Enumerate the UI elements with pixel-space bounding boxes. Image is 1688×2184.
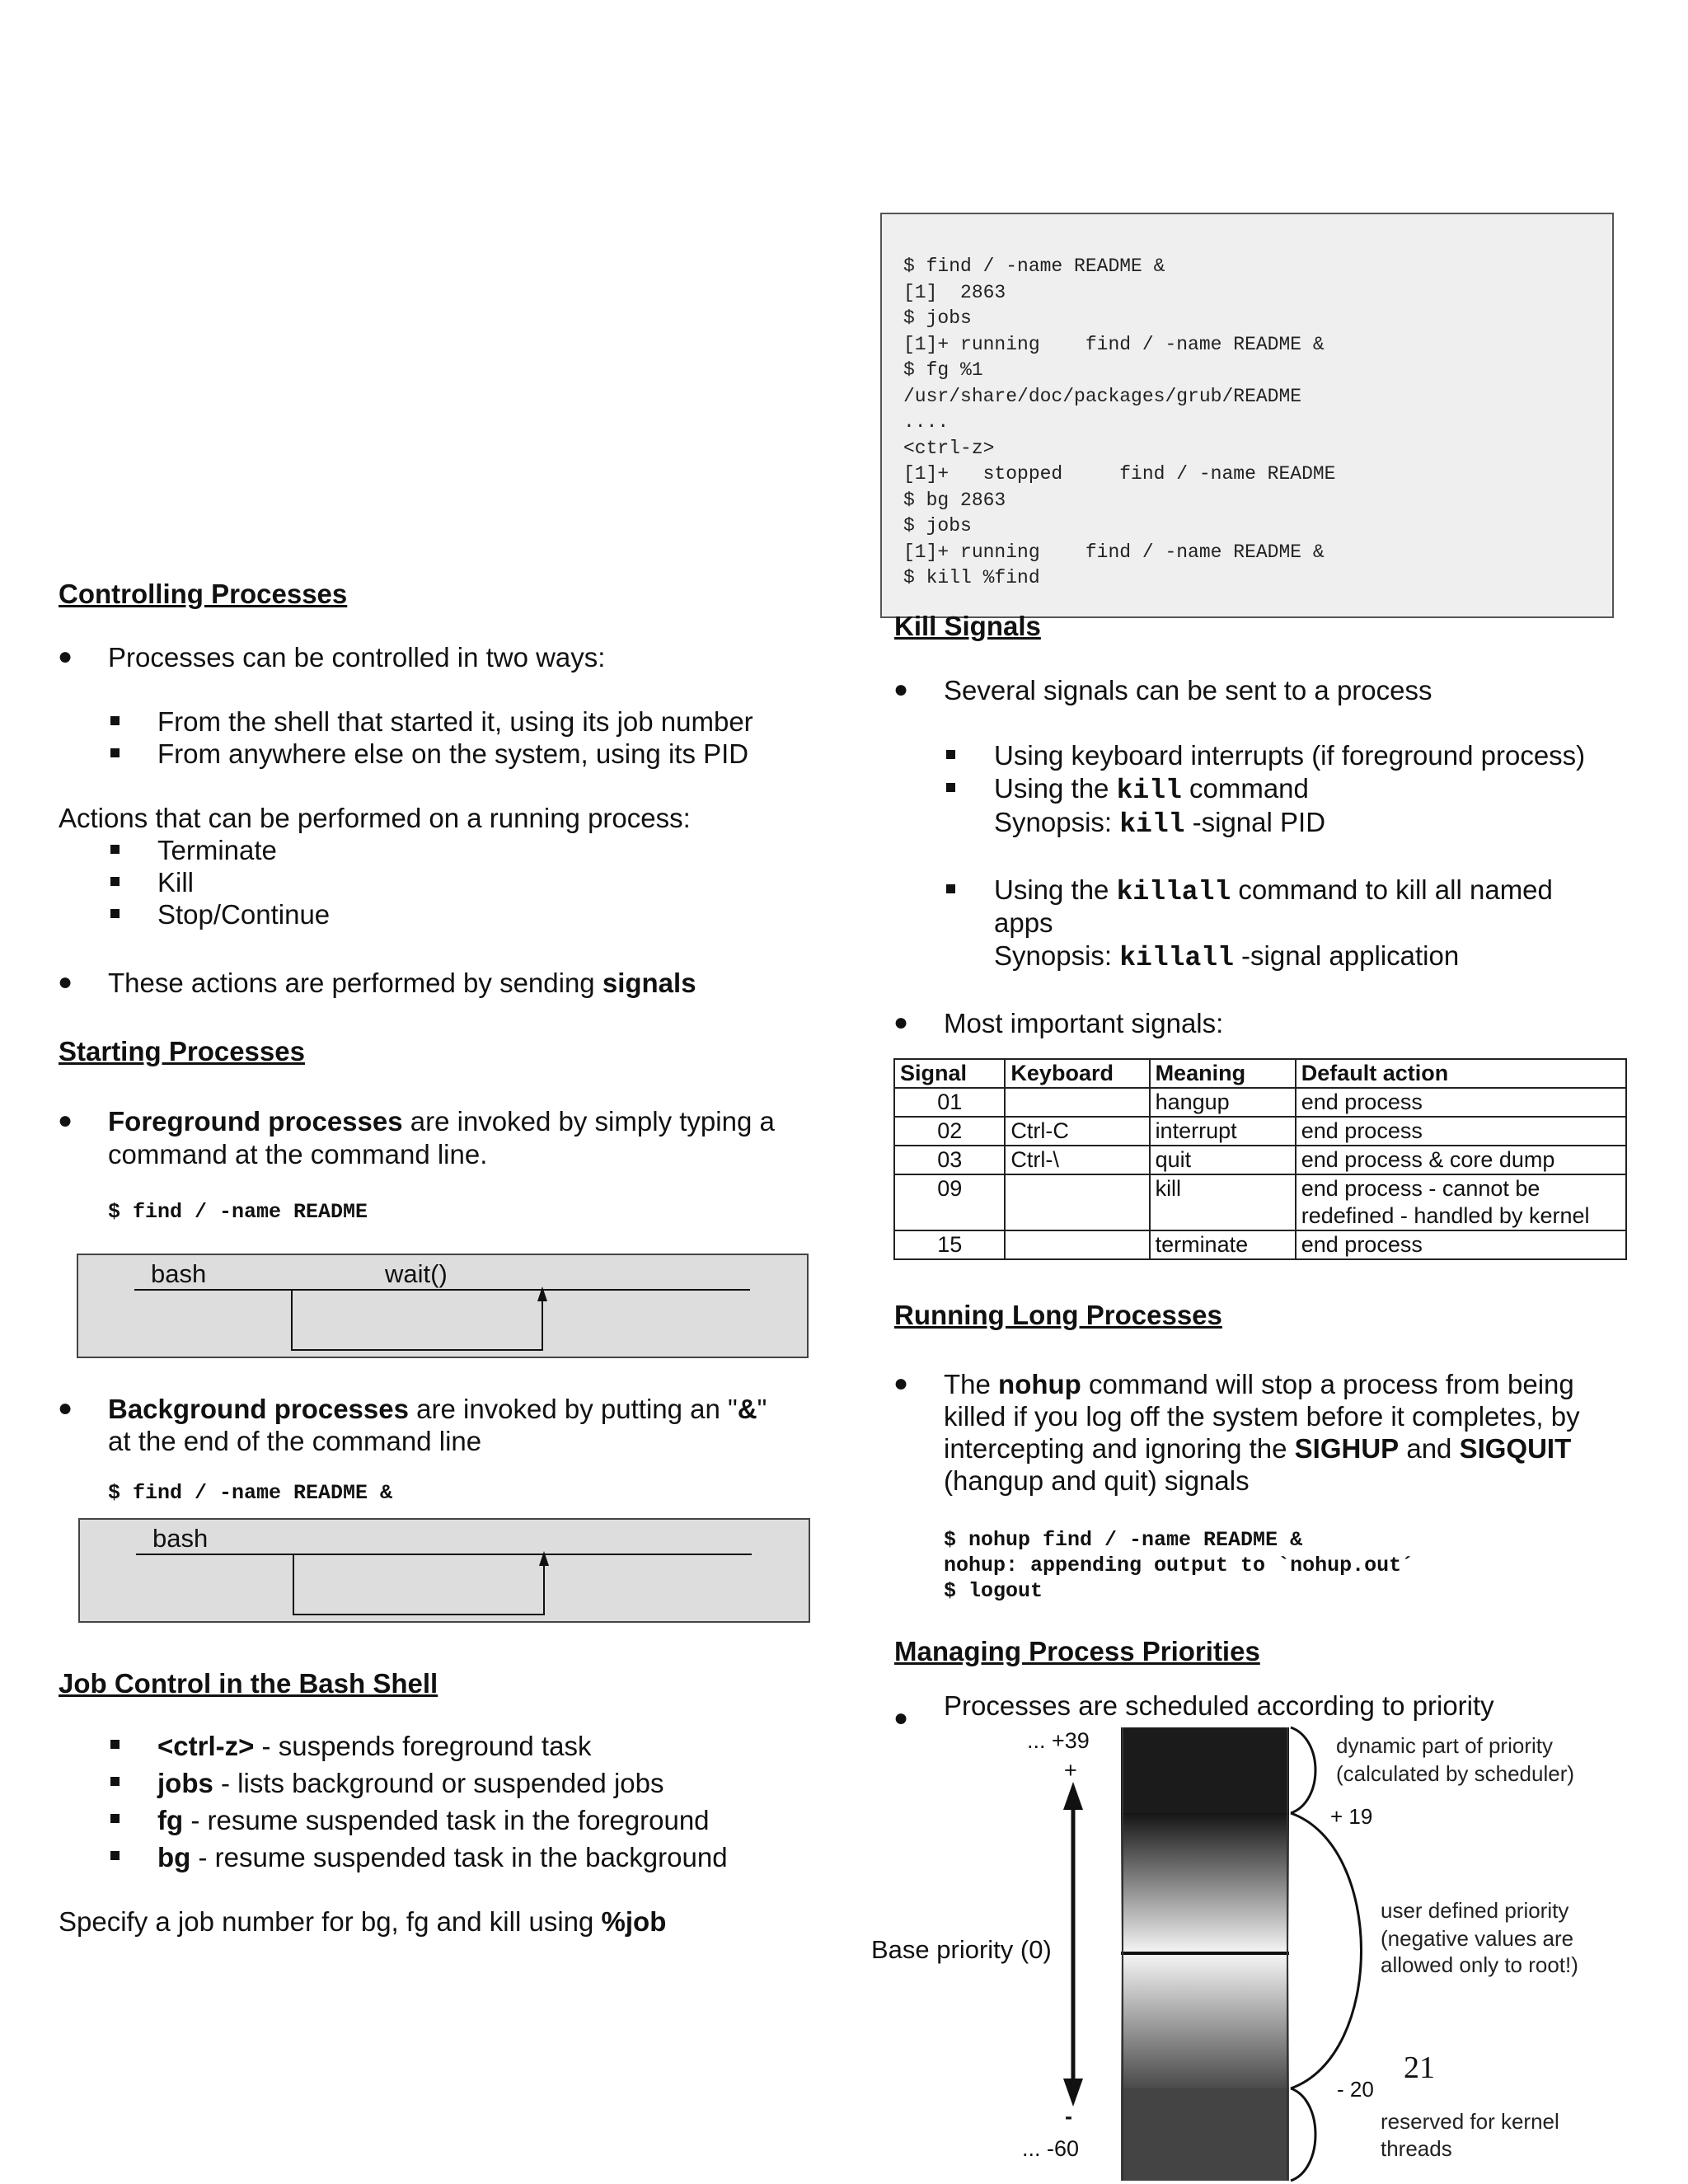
bullet: ● (58, 643, 73, 670)
col-default-action: Default action (1296, 1059, 1626, 1088)
bg-command: $ find / -name README & (108, 1481, 393, 1505)
bg-line2: at the end of the command line (108, 1426, 482, 1456)
fg-line1: Foreground processes are invoked by simply typing a (108, 1106, 775, 1137)
heading-running-long-processes: Running Long Processes (894, 1300, 1222, 1330)
page-number: 21 (1404, 2050, 1435, 2085)
bg-diagram-bash-label: bash (152, 1524, 209, 1553)
job-item: fg - resume suspended task in the foreground (157, 1805, 710, 1835)
controlling-intro: Processes can be controlled in two ways: (108, 642, 606, 673)
cell-meaning: terminate (1150, 1230, 1296, 1259)
bullet: ● (893, 676, 909, 703)
signals-line: These actions are performed by sending signals (108, 968, 696, 998)
bullet: ● (893, 1370, 909, 1397)
user-priority-sublabel2: allowed only to root!) (1381, 1952, 1578, 1977)
user-priority-upper-band (1121, 1813, 1289, 1953)
killall-synopsis: Synopsis: killall -signal application (994, 940, 1460, 973)
table-row (894, 1117, 1626, 1146)
square-bullet (110, 748, 120, 757)
nohup-line3: intercepting and ignoring the SIGHUP and SIGQUIT (944, 1433, 1572, 1464)
job-item: jobs - lists background or suspended jobs (157, 1768, 664, 1798)
cell-action: end process (1296, 1088, 1626, 1117)
bullet: ● (893, 1009, 909, 1036)
bg-diagram-lines (80, 1520, 809, 1621)
table-row (894, 1174, 1626, 1230)
job-item: bg - resume suspended task in the background (157, 1842, 728, 1872)
table-row (894, 1088, 1626, 1117)
priority-minus-sign: - (1065, 2104, 1072, 2129)
cell-action: end process (1296, 1230, 1626, 1259)
terminal-session-box (880, 213, 1614, 618)
fg-command: $ find / -name README (108, 1200, 368, 1224)
killall-line2: apps (994, 907, 1053, 938)
priority-minus20-label: - 20 (1337, 2077, 1374, 2102)
signals-table (893, 1058, 1627, 1260)
fg-line2: command at the command line. (108, 1139, 488, 1169)
user-priority-sublabel1: (negative values are (1381, 1926, 1574, 1951)
cell-keyboard: Ctrl-\ (1005, 1146, 1149, 1174)
fg-diagram-lines (78, 1255, 807, 1357)
fg-diagram-bash-label: bash (151, 1259, 207, 1288)
priority-plus19-label: + 19 (1330, 1804, 1373, 1829)
job-item: <ctrl-z> - suspends foreground task (157, 1731, 592, 1761)
action-item: Kill (157, 867, 195, 898)
kernel-priority-band (1121, 2088, 1289, 2181)
cell-keyboard (1005, 1088, 1149, 1117)
kill-intro: Several signals can be sent to a process (944, 675, 1432, 705)
fg-process-diagram (77, 1254, 809, 1358)
heading-managing-priorities: Managing Process Priorities (894, 1636, 1260, 1666)
cell-meaning: kill (1150, 1174, 1296, 1230)
actions-intro: Actions that can be performed on a running process: (59, 803, 691, 833)
square-bullet (946, 783, 955, 792)
cell-signal: 01 (894, 1088, 1005, 1117)
table-row (894, 1146, 1626, 1174)
priority-bottom-label: ... -60 (1022, 2136, 1080, 2161)
cell-action: end process (1296, 1117, 1626, 1146)
fg-diagram-wait-label: wait() (385, 1259, 448, 1288)
heading-controlling-processes: Controlling Processes (59, 579, 348, 609)
cell-signal: 02 (894, 1117, 1005, 1146)
priorities-intro: Processes are scheduled according to priority (944, 1690, 1494, 1721)
nohup-line4: (hangup and quit) signals (944, 1465, 1250, 1496)
kill-synopsis: Synopsis: kill -signal PID (994, 807, 1326, 840)
cell-action: end process - cannot be redefined - handled by kernel (1296, 1174, 1626, 1230)
dynamic-priority-label: dynamic part of priority (1336, 1733, 1553, 1758)
action-item: Stop/Continue (157, 899, 331, 930)
nohup-command-block: $ nohup find / -name README & nohup: appending output to `nohup.out´ $ logout (944, 1528, 1414, 1603)
cell-meaning: hangup (1150, 1088, 1296, 1117)
cell-keyboard (1005, 1230, 1149, 1259)
action-item: Terminate (157, 835, 277, 865)
kernel-reserved-sublabel: threads (1381, 2136, 1452, 2161)
user-priority-lower-band (1121, 1953, 1289, 2088)
base-priority-label: Base priority (0) (871, 1935, 1052, 1964)
bullet: ● (58, 968, 73, 996)
killall-command-item: Using the killall command to kill all named (994, 874, 1553, 907)
signals-table-header (894, 1059, 1626, 1088)
col-signal: Signal (894, 1059, 1005, 1088)
terminal-session-text: $ find / -name README & [1] 2863 $ jobs [1]+ running find / -name README & $ fg %1 /usr/share/doc/packages/grub/README .... <ctrl-z> [1]+ stopped find / -name README $ bg 2863 $ jobs [1]+ running find / -name README & $ kill %find (903, 255, 1336, 588)
cell-meaning: interrupt (1150, 1117, 1296, 1146)
dynamic-priority-band (1121, 1727, 1289, 1813)
cell-signal: 03 (894, 1146, 1005, 1174)
cell-action: end process & core dump (1296, 1146, 1626, 1174)
dynamic-priority-sublabel: (calculated by scheduler) (1336, 1761, 1575, 1786)
heading-kill-signals: Kill Signals (894, 611, 1041, 641)
kill-command-item: Using the kill command (994, 773, 1309, 806)
important-signals-intro: Most important signals: (944, 1008, 1224, 1038)
bg-process-diagram (78, 1518, 810, 1623)
cell-keyboard (1005, 1174, 1149, 1230)
col-meaning: Meaning (1150, 1059, 1296, 1088)
square-bullet (946, 884, 955, 893)
square-bullet (110, 716, 120, 725)
nohup-line1: The nohup command will stop a process from being (944, 1369, 1574, 1399)
cell-meaning: quit (1150, 1146, 1296, 1174)
table-row (894, 1230, 1626, 1259)
way-item: From the shell that started it, using its job number (157, 706, 753, 737)
job-spec-line: Specify a job number for bg, fg and kill using %job (59, 1906, 667, 1937)
square-bullet (110, 877, 120, 886)
square-bullet (110, 1814, 120, 1823)
heading-job-control: Job Control in the Bash Shell (59, 1668, 438, 1699)
bullet: ● (58, 1107, 73, 1134)
cell-keyboard: Ctrl-C (1005, 1117, 1149, 1146)
square-bullet (110, 1777, 120, 1786)
col-keyboard: Keyboard (1005, 1059, 1149, 1088)
square-bullet (110, 845, 120, 854)
kernel-reserved-label: reserved for kernel (1381, 2109, 1559, 2134)
cell-signal: 09 (894, 1174, 1005, 1230)
square-bullet (110, 1851, 120, 1860)
user-priority-label: user defined priority (1381, 1898, 1569, 1923)
square-bullet (110, 1740, 120, 1749)
square-bullet (946, 750, 955, 759)
bullet: ● (58, 1394, 73, 1422)
cell-signal: 15 (894, 1230, 1005, 1259)
square-bullet (110, 909, 120, 918)
nohup-line2: killed if you log off the system before it completes, by (944, 1401, 1580, 1432)
priority-plus-sign: + (1064, 1758, 1077, 1783)
bullet: ● (893, 1704, 909, 1732)
kill-keyboard-item: Using keyboard interrupts (if foreground process) (994, 740, 1586, 771)
way-item: From anywhere else on the system, using its PID (157, 738, 749, 769)
priority-top-label: ... +39 (1027, 1728, 1090, 1753)
bg-line1: Background processes are invoked by putting an "&" (108, 1394, 767, 1424)
heading-starting-processes: Starting Processes (59, 1036, 305, 1066)
